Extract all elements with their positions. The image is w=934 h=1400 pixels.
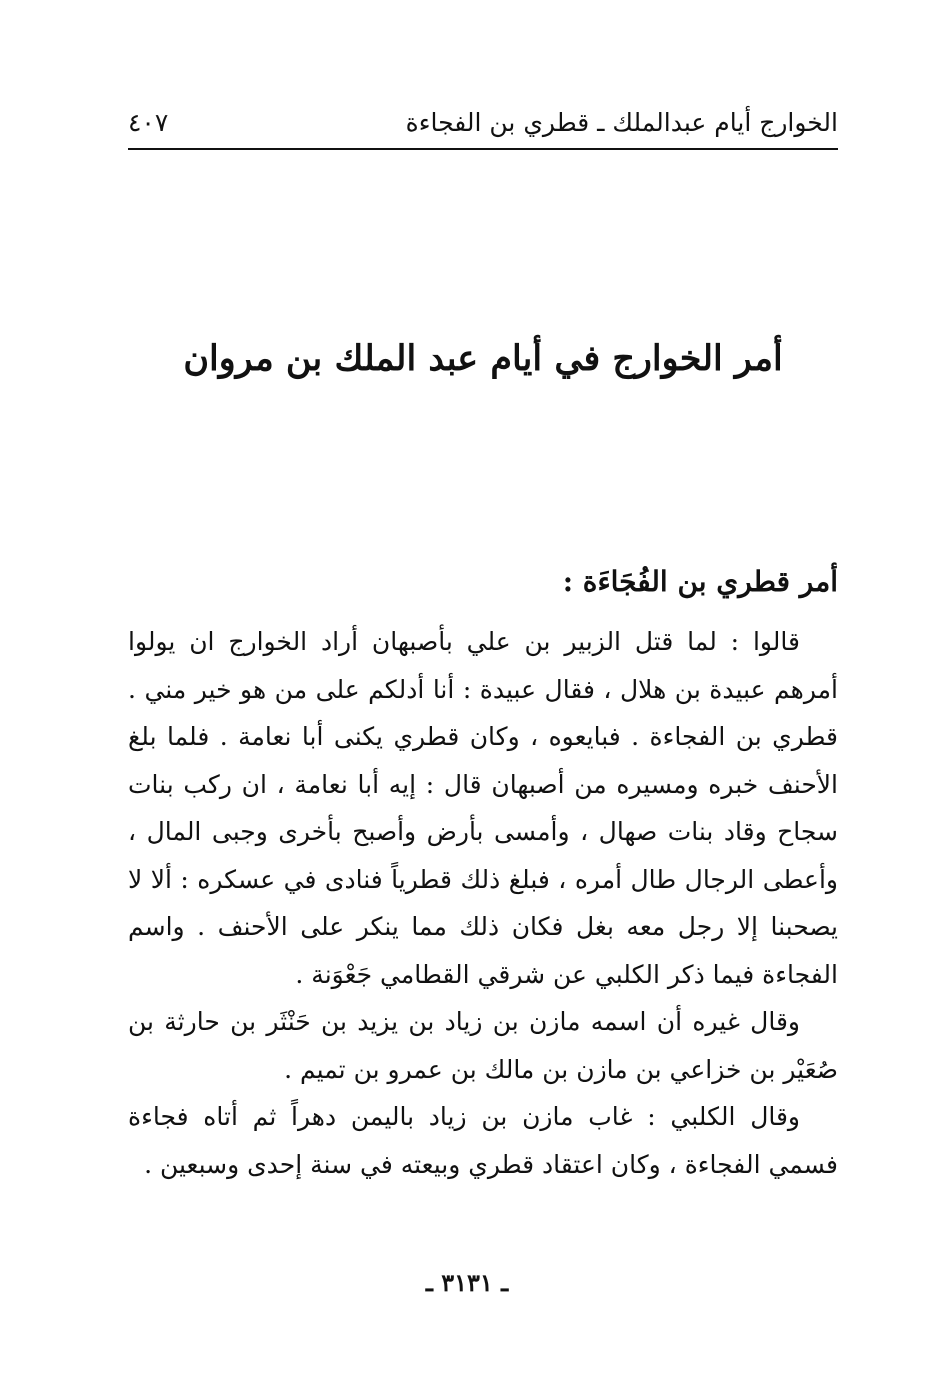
paragraph-3: وقال الكلبي : غاب مازن بن زياد باليمن دهراً ثم أتاه فجاءة فسمي الفجاءة ، وكان اعتقاد قطري وبيعته في سنة إحدى وسبعين .: [128, 1102, 838, 1179]
running-header: [128, 102, 838, 150]
body-text: [128, 618, 838, 1188]
running-title: الخوارج أيام عبدالملك ـ قطري بن الفجاءة: [405, 108, 838, 137]
page-number: ٤٠٧: [128, 108, 169, 137]
sequence-number: ـ ٣١٣١ ـ: [425, 1268, 509, 1297]
chapter-title: أمر الخوارج في أيام عبد الملك بن مروان: [183, 338, 783, 379]
paragraph-2: وقال غيره أن اسمه مازن بن زياد بن يزيد بن حَنْثَر بن حارثة بن صُعَيْر بن خزاعي بن مازن بن مالك بن عمرو بن تميم .: [128, 1007, 838, 1084]
paragraph-1: قالوا : لما قتل الزبير بن علي بأصبهان أراد الخوارج ان يولوا أمرهم عبيدة بن هلال ، فقال عبيدة : أنا أدلكم على من هو خير مني . قطري بن الفجاءة . فبايعوه ، وكان قطري يكنى أبا نعامة . فلما بلغ الأحنف خبره ومسيره من أصبهان قال : إيه أبا نعامة ، ان ركب بنات سجاح وقاد بنات صهال ، وأمسى بأرض وأصبح بأخرى وجبى المال ، وأعطى الرجال طال أمره ، فبلغ ذلك قطرياً فنادى في عسكره : ألا لا يصحبنا إلا رجل معه بغل فكان ذلك مما ينكر على الأحنف . واسم الفجاءة فيما ذكر الكلبي عن شرقي القطامي جَعْوَنة .: [128, 627, 838, 989]
section-heading: أمر قطري بن الفُجَاءَة :: [562, 565, 838, 598]
